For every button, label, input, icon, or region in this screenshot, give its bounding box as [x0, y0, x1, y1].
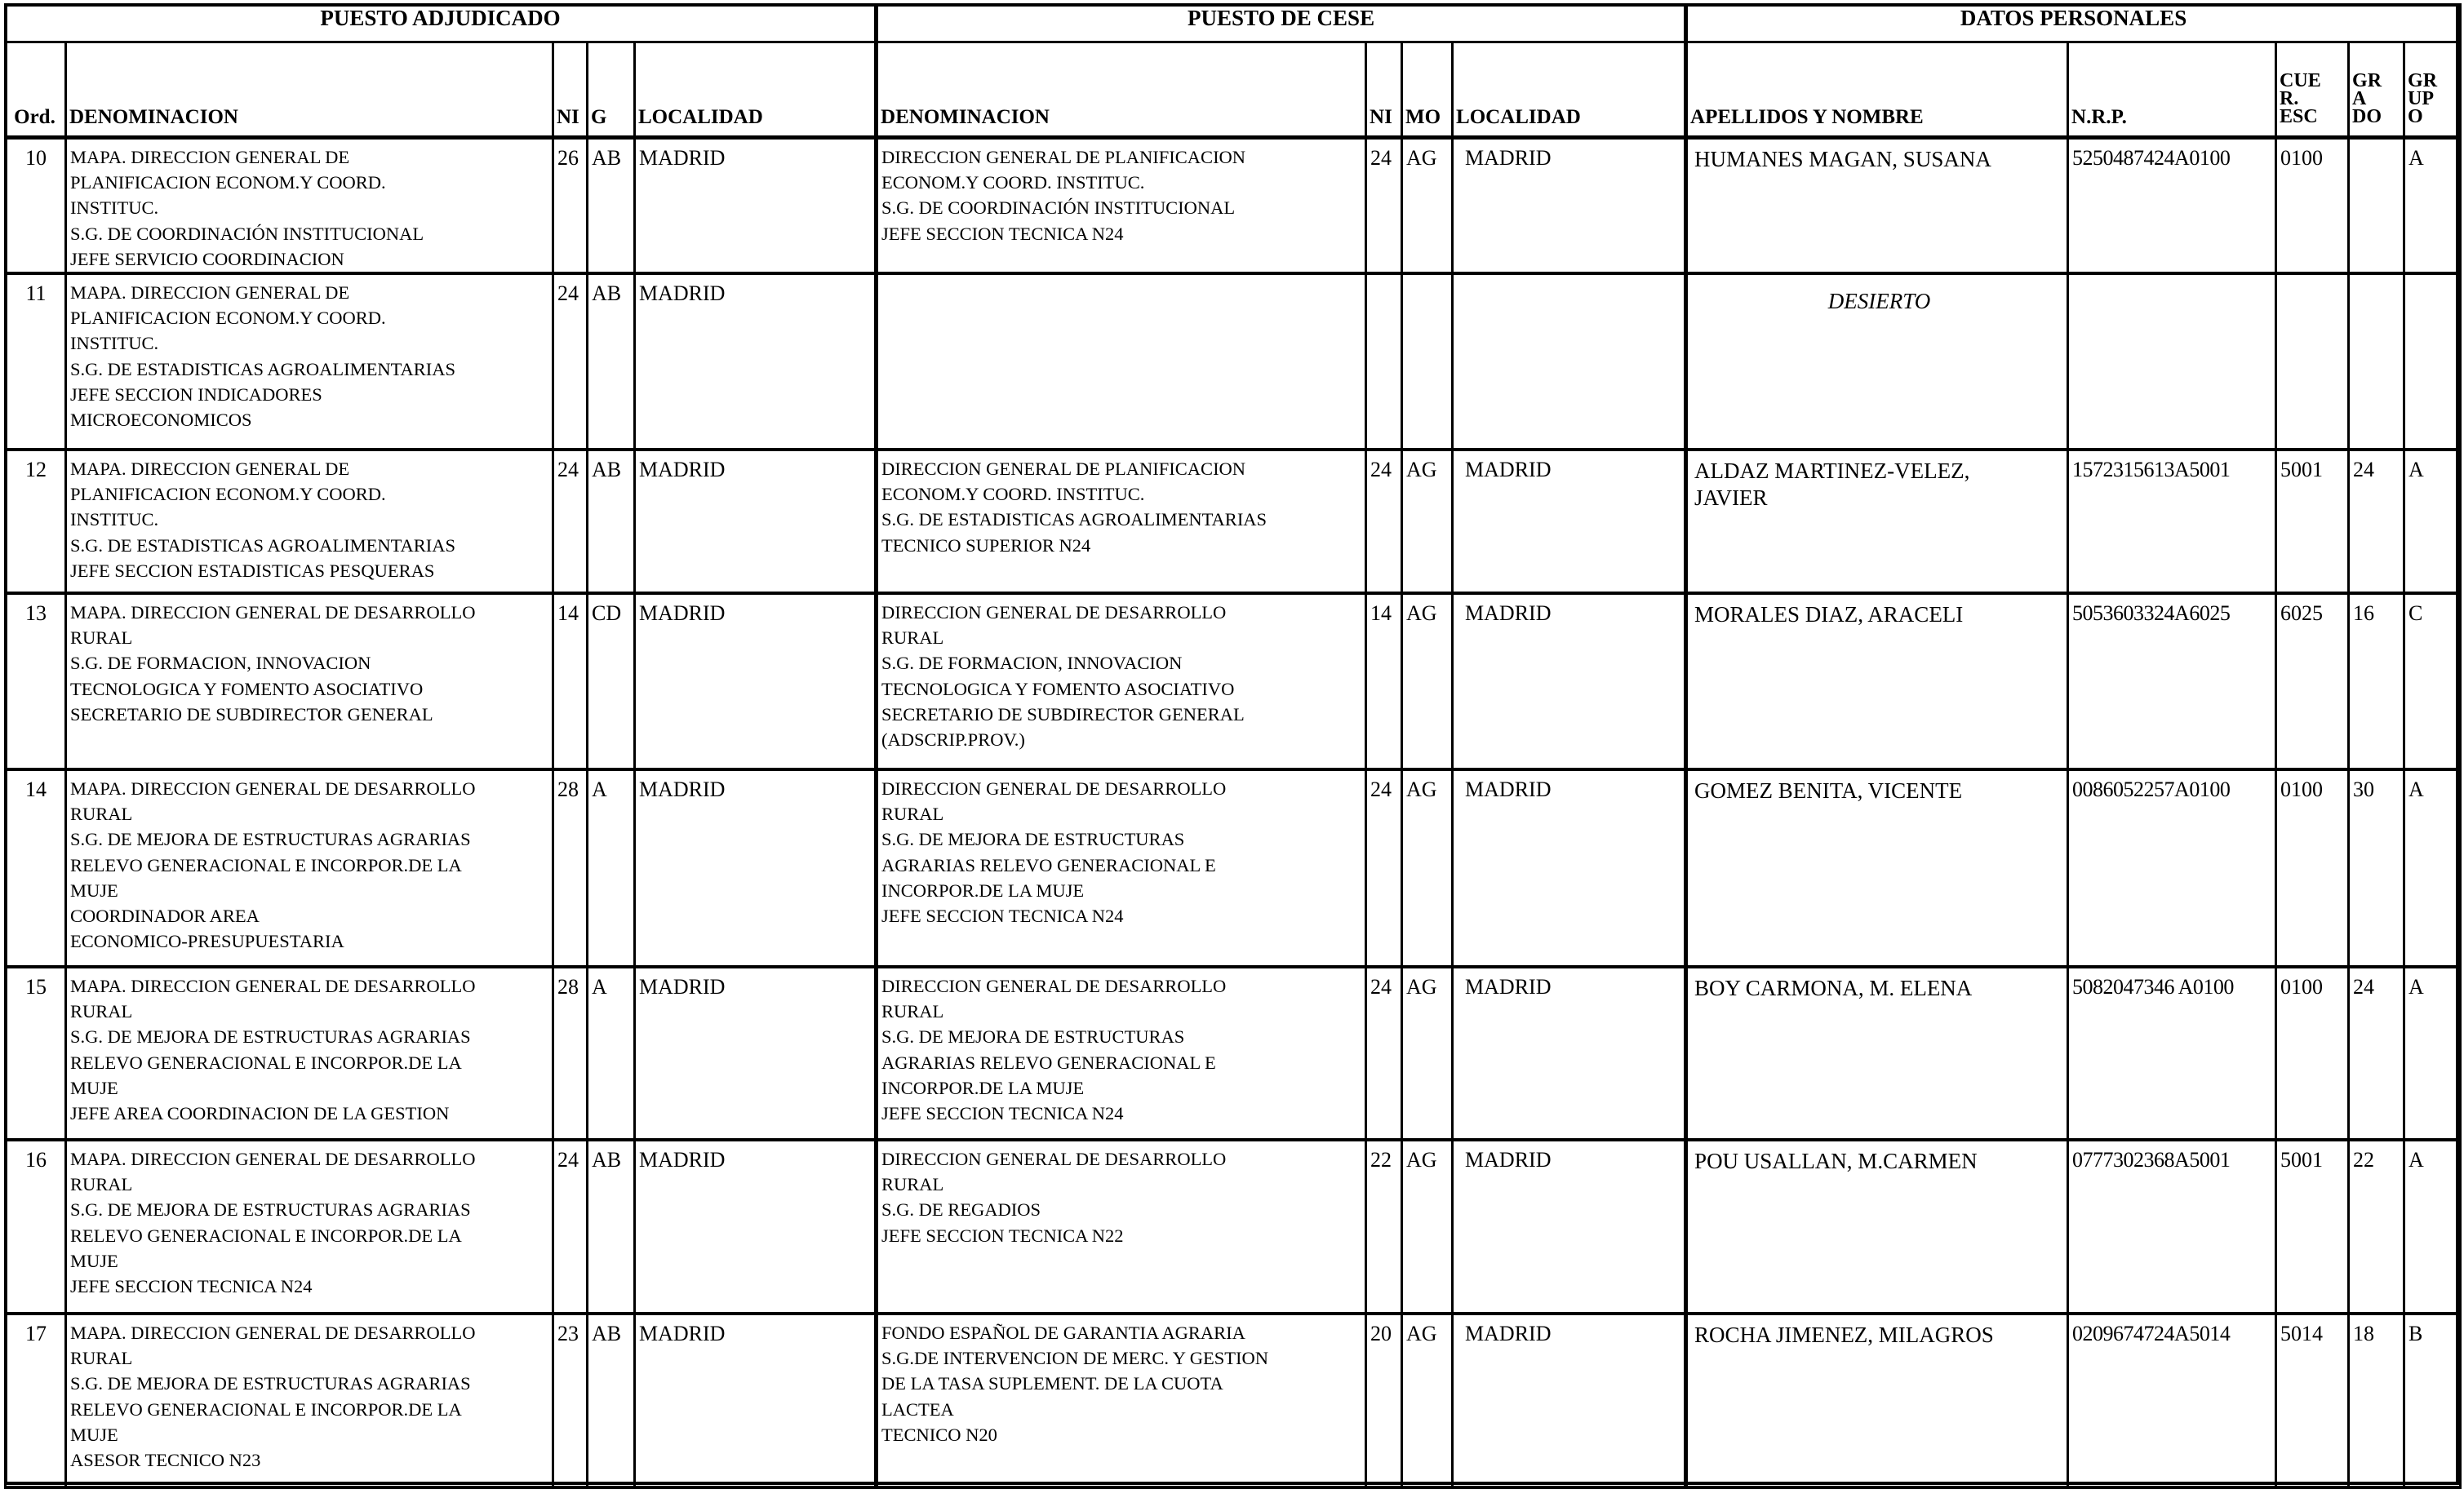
- adj-localidad-value: MADRID: [639, 601, 726, 626]
- col-cuerpo-line: CUE: [2280, 70, 2321, 91]
- text-line: HUMANES MAGAN, SUSANA: [1694, 147, 1991, 171]
- text-line: PLANIFICACION ECONOM.Y COORD.: [70, 484, 386, 505]
- cese-localidad-value: MADRID: [1465, 146, 1552, 170]
- text-line: MAPA. DIRECCION GENERAL DE DESARROLLO: [70, 1149, 476, 1170]
- grupo-value: A: [2409, 1148, 2424, 1172]
- col-adj-grupo: G: [588, 42, 635, 138]
- text-line: SECRETARIO DE SUBDIRECTOR GENERAL: [881, 703, 1245, 725]
- cuerpo-value: 5001: [2280, 1148, 2324, 1172]
- text-line: ROCHA JIMENEZ, MILAGROS: [1694, 1323, 1994, 1348]
- text-line: S.G. DE ESTADISTICAS AGROALIMENTARIAS: [881, 509, 1268, 530]
- text-line: ASESOR TECNICO N23: [70, 1450, 261, 1471]
- col-grado-line: GR: [2352, 70, 2382, 91]
- text-line: S.G. DE ESTADISTICAS AGROALIMENTARIAS: [70, 534, 456, 556]
- cese-modo-value: AG: [1406, 601, 1437, 626]
- cese-localidad-value: MADRID: [1465, 975, 1552, 999]
- text-line: MUJE: [70, 1424, 118, 1445]
- adj-nivel-value: 28: [557, 778, 579, 802]
- text-line: DIRECCION GENERAL DE DESARROLLO: [881, 976, 1227, 997]
- text-line: MAPA. DIRECCION GENERAL DE DESARROLLO: [70, 1323, 476, 1344]
- text-line: S.G.DE INTERVENCION DE MERC. Y GESTION: [881, 1348, 1269, 1369]
- cese-modo-value: AG: [1406, 1322, 1437, 1346]
- adj-nivel-value: 26: [557, 146, 579, 170]
- text-line: AGRARIAS RELEVO GENERACIONAL E: [881, 1052, 1216, 1073]
- text-line: GOMEZ BENITA, VICENTE: [1694, 778, 1963, 804]
- col-adj-localidad: LOCALIDAD: [635, 42, 877, 138]
- col-adj-denominacion: DENOMINACION: [66, 42, 553, 138]
- cese-nivel-value: 14: [1370, 601, 1392, 626]
- grupo-value: A: [2409, 458, 2424, 482]
- col-grupo-line: UP: [2408, 88, 2435, 109]
- text-line: JEFE SECCION INDICADORES: [70, 383, 322, 405]
- adj-grupo-value: AB: [592, 146, 622, 170]
- nrp-value: 5250487424A0100: [2072, 146, 2231, 170]
- cese-nivel-value: 24: [1370, 146, 1392, 170]
- cese-nivel-value: 20: [1370, 1322, 1392, 1346]
- text-line: S.G. DE FORMACION, INNOVACION: [70, 653, 371, 674]
- adj-localidad-value: MADRID: [639, 281, 726, 306]
- text-line: MAPA. DIRECCION GENERAL DE: [70, 147, 350, 167]
- cese-nivel-value: 24: [1370, 778, 1392, 802]
- text-line: JEFE SECCION ESTADISTICAS PESQUERAS: [70, 560, 435, 581]
- text-line: S.G. DE MEJORA DE ESTRUCTURAS: [881, 1026, 1185, 1048]
- text-line: ECONOMICO-PRESUPUESTARIA: [70, 931, 344, 952]
- text-line: RURAL: [881, 1174, 944, 1195]
- text-line: DE LA TASA SUPLEMENT. DE LA CUOTA: [881, 1373, 1223, 1394]
- text-line: RELEVO GENERACIONAL E INCORPOR.DE LA: [70, 1225, 462, 1246]
- col-cese-nivel: NI: [1366, 42, 1402, 138]
- text-line: ECONOM.Y COORD. INSTITUC.: [881, 172, 1145, 193]
- ord-value: 15: [25, 975, 47, 999]
- col-grado-line: DO: [2352, 106, 2382, 127]
- col-grupo-line: O: [2408, 106, 2423, 127]
- text-line: PLANIFICACION ECONOM.Y COORD.: [70, 172, 386, 193]
- text-line: MUJE: [70, 880, 118, 901]
- grado-value: 16: [2353, 601, 2375, 626]
- text-line: INSTITUC.: [70, 509, 159, 530]
- text-line: MAPA. DIRECCION GENERAL DE: [70, 282, 350, 304]
- text-line: INSTITUC.: [70, 333, 159, 354]
- adj-grupo-value: AB: [592, 281, 622, 306]
- text-line: JEFE SECCION TECNICA N22: [881, 1225, 1124, 1246]
- ord-value: 11: [25, 281, 47, 306]
- text-line: COORDINADOR AREA: [70, 906, 260, 927]
- text-line: RURAL: [70, 804, 133, 825]
- section-datos-personales: DATOS PERSONALES: [1686, 5, 2461, 42]
- text-line: JEFE SECCION TECNICA N24: [881, 1103, 1124, 1124]
- adj-grupo-value: CD: [592, 601, 622, 626]
- text-line: S.G. DE REGADIOS: [881, 1199, 1041, 1221]
- ord-value: 13: [25, 601, 47, 626]
- cese-localidad-value: MADRID: [1465, 1148, 1552, 1172]
- text-line: MAPA. DIRECCION GENERAL DE DESARROLLO: [70, 602, 476, 623]
- cuerpo-value: 0100: [2280, 778, 2324, 802]
- text-line: TECNOLOGICA Y FOMENTO ASOCIATIVO: [70, 678, 424, 699]
- adj-nivel-value: 24: [557, 1148, 579, 1172]
- adj-nivel-value: 28: [557, 975, 579, 999]
- adj-localidad-value: MADRID: [639, 778, 726, 802]
- cuerpo-value: 5014: [2280, 1322, 2324, 1346]
- cuerpo-value: 0100: [2280, 975, 2324, 999]
- grupo-value: B: [2409, 1322, 2423, 1346]
- cese-nivel-value: 24: [1370, 458, 1392, 482]
- col-cese-denominacion: DENOMINACION: [877, 42, 1366, 138]
- adj-grupo-value: A: [592, 975, 607, 999]
- col-cese-localidad: LOCALIDAD: [1453, 42, 1686, 138]
- col-nrp: N.R.P.: [2068, 42, 2276, 138]
- text-line: FONDO ESPAÑOL DE GARANTIA AGRARIA: [881, 1323, 1245, 1344]
- text-line: RELEVO GENERACIONAL E INCORPOR.DE LA: [70, 1052, 462, 1073]
- text-line: RELEVO GENERACIONAL E INCORPOR.DE LA: [70, 1398, 462, 1420]
- grado-value: 22: [2353, 1148, 2375, 1172]
- ord-value: 12: [25, 458, 47, 482]
- cese-modo-value: AG: [1406, 778, 1437, 802]
- text-line: DESIERTO: [1827, 289, 1931, 314]
- col-cuerpo-line: ESC: [2280, 106, 2318, 127]
- cese-modo-value: AG: [1406, 146, 1437, 170]
- adj-localidad-value: MADRID: [639, 458, 726, 482]
- text-line: S.G. DE FORMACION, INNOVACION: [881, 653, 1183, 674]
- col-apellidos-nombre: APELLIDOS Y NOMBRE: [1686, 42, 2068, 138]
- text-line: MICROECONOMICOS: [70, 410, 252, 431]
- text-line: JEFE SECCION TECNICA N24: [70, 1276, 313, 1297]
- text-line: TECNICO SUPERIOR N24: [881, 534, 1091, 556]
- text-line: RURAL: [70, 1174, 133, 1195]
- text-line: INCORPOR.DE LA MUJE: [881, 1077, 1085, 1098]
- text-line: BOY CARMONA, M. ELENA: [1694, 976, 1973, 1001]
- cese-localidad-value: MADRID: [1465, 458, 1552, 482]
- col-ord: Ord.: [6, 42, 66, 138]
- text-line: LACTEA: [881, 1398, 954, 1420]
- text-line: TECNOLOGICA Y FOMENTO ASOCIATIVO: [881, 678, 1235, 699]
- cuerpo-value: 0100: [2280, 146, 2324, 170]
- adj-localidad-value: MADRID: [639, 146, 726, 170]
- text-line: MAPA. DIRECCION GENERAL DE DESARROLLO: [70, 976, 476, 997]
- nrp-value: 5053603324A6025: [2072, 601, 2231, 626]
- text-line: PLANIFICACION ECONOM.Y COORD.: [70, 308, 386, 329]
- col-grupo-line: GR: [2408, 70, 2438, 91]
- text-line: S.G. DE COORDINACIÓN INSTITUCIONAL: [70, 223, 424, 244]
- text-line: S.G. DE MEJORA DE ESTRUCTURAS AGRARIAS: [70, 829, 471, 850]
- text-line: S.G. DE COORDINACIÓN INSTITUCIONAL: [881, 197, 1236, 219]
- grupo-value: C: [2409, 601, 2423, 626]
- col-cese-modo: MO: [1402, 42, 1453, 138]
- text-line: INSTITUC.: [70, 197, 159, 219]
- col-adj-nivel: NI: [553, 42, 588, 138]
- grupo-value: A: [2409, 146, 2424, 170]
- section-puesto-adjudicado: PUESTO ADJUDICADO: [6, 5, 877, 42]
- adj-nivel-value: 24: [557, 458, 579, 482]
- cese-modo-value: AG: [1406, 1148, 1437, 1172]
- text-line: INCORPOR.DE LA MUJE: [881, 880, 1085, 901]
- text-line: DIRECCION GENERAL DE DESARROLLO: [881, 778, 1227, 800]
- table-outer-border: [4, 3, 2459, 1485]
- text-line: MAPA. DIRECCION GENERAL DE DESARROLLO: [70, 778, 476, 800]
- cuerpo-value: 5001: [2280, 458, 2324, 482]
- ord-value: 17: [25, 1322, 47, 1346]
- nrp-value: 0209674724A5014: [2072, 1322, 2231, 1346]
- text-line: AGRARIAS RELEVO GENERACIONAL E: [881, 854, 1216, 875]
- nrp-value: 0777302368A5001: [2072, 1148, 2231, 1172]
- text-line: DIRECCION GENERAL DE DESARROLLO: [881, 1149, 1227, 1170]
- cese-localidad-value: MADRID: [1465, 1322, 1552, 1346]
- cuerpo-value: 6025: [2280, 601, 2324, 626]
- text-line: JAVIER: [1694, 485, 1768, 511]
- text-line: RURAL: [70, 627, 133, 649]
- cese-localidad-value: MADRID: [1465, 601, 1552, 626]
- text-line: S.G. DE MEJORA DE ESTRUCTURAS AGRARIAS: [70, 1199, 471, 1221]
- col-cuerpo-line: R.: [2280, 88, 2299, 109]
- text-line: JEFE AREA COORDINACION DE LA GESTION: [70, 1103, 450, 1124]
- text-line: DIRECCION GENERAL DE PLANIFICACION: [881, 147, 1246, 167]
- adj-nivel-value: 24: [557, 281, 579, 306]
- text-line: RELEVO GENERACIONAL E INCORPOR.DE LA: [70, 854, 462, 875]
- adj-nivel-value: 14: [557, 601, 579, 626]
- grupo-value: A: [2409, 975, 2424, 999]
- text-line: S.G. DE MEJORA DE ESTRUCTURAS: [881, 829, 1185, 850]
- text-line: RURAL: [70, 1348, 133, 1369]
- nrp-value: 1572315613A5001: [2072, 458, 2231, 482]
- adj-grupo-value: AB: [592, 458, 622, 482]
- text-line: DIRECCION GENERAL DE PLANIFICACION: [881, 459, 1246, 480]
- text-line: RURAL: [881, 1001, 944, 1022]
- text-line: MORALES DIAZ, ARACELI: [1694, 602, 1964, 627]
- adj-nivel-value: 23: [557, 1322, 579, 1346]
- text-line: MAPA. DIRECCION GENERAL DE: [70, 459, 350, 480]
- text-line: RURAL: [881, 627, 944, 649]
- ord-value: 16: [25, 1148, 47, 1172]
- text-line: POU USALLAN, M.CARMEN: [1694, 1149, 1978, 1174]
- col-grado-line: A: [2352, 88, 2367, 109]
- section-puesto-cese: PUESTO DE CESE: [877, 5, 1686, 42]
- text-line: JEFE SECCION TECNICA N24: [881, 223, 1124, 244]
- grupo-value: A: [2409, 778, 2424, 802]
- cese-localidad-value: MADRID: [1465, 778, 1552, 802]
- grado-value: 24: [2353, 458, 2375, 482]
- cese-nivel-value: 22: [1370, 1148, 1392, 1172]
- text-line: (ADSCRIP.PROV.): [881, 729, 1025, 751]
- text-line: SECRETARIO DE SUBDIRECTOR GENERAL: [70, 703, 433, 725]
- ord-value: 10: [25, 146, 47, 170]
- adj-localidad-value: MADRID: [639, 1322, 726, 1346]
- text-line: S.G. DE MEJORA DE ESTRUCTURAS AGRARIAS: [70, 1373, 471, 1394]
- cese-modo-value: AG: [1406, 975, 1437, 999]
- text-line: MUJE: [70, 1077, 118, 1098]
- text-line: S.G. DE MEJORA DE ESTRUCTURAS AGRARIAS: [70, 1026, 471, 1048]
- text-line: RURAL: [881, 804, 944, 825]
- text-line: JEFE SECCION TECNICA N24: [881, 906, 1124, 927]
- adj-grupo-value: AB: [592, 1148, 622, 1172]
- adj-localidad-value: MADRID: [639, 1148, 726, 1172]
- text-line: DIRECCION GENERAL DE DESARROLLO: [881, 602, 1227, 623]
- text-line: MUJE: [70, 1250, 118, 1271]
- grado-value: 24: [2353, 975, 2375, 999]
- text-line: S.G. DE ESTADISTICAS AGROALIMENTARIAS: [70, 358, 456, 379]
- grado-value: 18: [2353, 1322, 2375, 1346]
- text-line: JEFE SERVICIO COORDINACION: [70, 248, 344, 269]
- adj-grupo-value: A: [592, 778, 607, 802]
- text-line: RURAL: [70, 1001, 133, 1022]
- adj-grupo-value: AB: [592, 1322, 622, 1346]
- nrp-value: 0086052257A0100: [2072, 778, 2231, 802]
- adj-localidad-value: MADRID: [639, 975, 726, 999]
- text-line: ECONOM.Y COORD. INSTITUC.: [881, 484, 1145, 505]
- text-line: TECNICO N20: [881, 1424, 997, 1445]
- text-line: ALDAZ MARTINEZ-VELEZ,: [1694, 459, 1970, 484]
- cese-modo-value: AG: [1406, 458, 1437, 482]
- nrp-value: 5082047346 A0100: [2072, 975, 2234, 999]
- grado-value: 30: [2353, 778, 2375, 802]
- cese-nivel-value: 24: [1370, 975, 1392, 999]
- ord-value: 14: [25, 778, 47, 802]
